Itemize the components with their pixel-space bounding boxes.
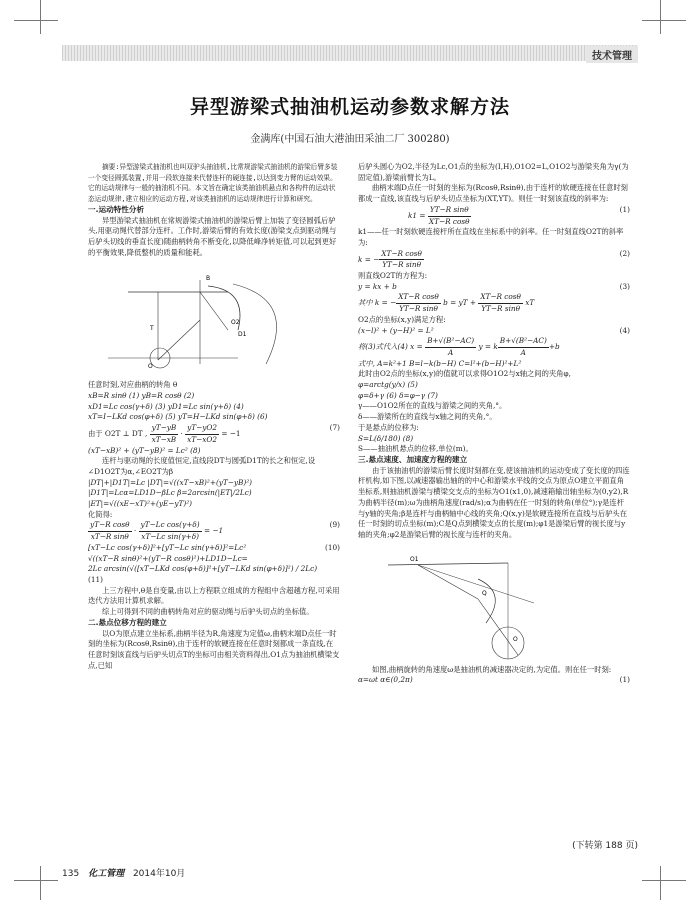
crop-mark <box>14 20 58 21</box>
crop-mark <box>642 20 686 21</box>
paragraph: 如图,曲柄旋转的角速度ω是抽油机的减速器决定的,为定值。则在任一时刻: <box>372 664 612 674</box>
fraction: $\frac{\text{B+√(B²−AC)}}{A}$ <box>427 336 475 357</box>
paragraph: 此时由O2点的坐标(x,y)的值就可以求得O1O2与x轴之间的夹角φ, <box>358 369 571 379</box>
paragraph: 连杆与驱动绳的长度值恒定,直线段DT与圆弧D1T的长之和恒定,设∠D1O2T为α,∠EO2T为β <box>88 456 316 476</box>
eq-tag: (1) <box>619 675 630 685</box>
left-column <box>88 162 340 671</box>
equation-circle: (x−l)² + (y−H)² = L² (4) <box>358 325 630 335</box>
figure-label: D1 <box>238 331 247 339</box>
eq7-tag: (7) <box>329 423 340 433</box>
eq7-prefix: 由于 O2T ⊥ DT , <box>88 429 148 439</box>
figure-label: O1 <box>410 555 419 563</box>
eq-tag: (3) <box>619 281 630 291</box>
paragraph: k1——任一时刻软硬连接杆所在直线在坐标系中的斜率。任一时刻直线O2T的斜率为: <box>358 227 624 247</box>
figure-label: Q <box>482 589 487 597</box>
crop-mark <box>660 0 661 34</box>
fraction: $\frac{yT-yB}{xT-xB}$ <box>151 423 177 444</box>
paragraph: 以O为原点建立坐标系,曲柄半径为R,角速度为定值ω,曲柄末端D点任一时刻的坐标为(Rcosθ,Rsinθ),由于连杆的软硬连接在任意时刻都成一条直线,在任意时刻该直线与后驴头切点T的坐标可由相关资料得出,O1点为抽油机横梁支点,已知 <box>88 628 340 670</box>
paragraph: 综上可得到不同的曲柄转角对应的驱动绳与后驴头切点的坐标值。 <box>102 607 314 617</box>
eq9-tag: (9) <box>329 520 340 530</box>
equation-abc: 式中, A=k²+1 B=l−k(b−H) C=l²+(b−H)²+L² <box>358 358 522 368</box>
mechanism-figure-1 <box>88 260 340 378</box>
eq-tag: (4) <box>619 325 630 335</box>
equation-where: 其中 k = − $\frac{\text{XT−R cosθ}}{\text{YT−R sinθ}}$ b = yT + $\frac{\text{XT−R cosθ}}{\text{YT−R sinθ}}$ xT <box>358 292 535 314</box>
equation-5-6: xT=I−LKd cos(φ+δ) (5) yT=H−LKd sin(φ+δ) (6) <box>88 412 268 422</box>
paper-title: 异型游梁式抽油机运动参数求解方法 <box>189 96 510 118</box>
page-number: 135 <box>62 869 80 879</box>
equation-delta: φ=δ+γ (6) δ=φ−γ (7) <box>358 390 438 400</box>
figure-line <box>158 320 200 360</box>
crop-mark <box>642 880 686 881</box>
mechanism-figure-2 <box>358 543 630 663</box>
equation-k: k = − $\frac{\text{XT−R cosθ}}{\text{YT−R sinθ}}$ (2) <box>358 248 630 270</box>
equation-9: $\frac{\text{yT−R cosθ}}{\text{xT−R sinθ}}$ · $\frac{\text{yT−Lc cos(γ+δ)}}{\text{xT−Lc sin(γ+δ)}}$ = −1 (9) <box>90 520 340 542</box>
issue-date: 2014年10月 <box>132 869 186 879</box>
paragraph: 曲柄末端D点任一时刻的坐标为(Rcosθ,Rsinθ),由于连杆的软硬连接在任意时刻都成一直线,该直线与后驴头切点坐标为(XT,YT)。则任一时刻该直线的斜率为: <box>358 183 628 204</box>
continued-note: (下转第 188 页) <box>572 841 638 851</box>
equation-10b: √((xT−R sinθ)²+(yT−R cosθ)²)+LD1D−Lc= <box>88 553 248 563</box>
section-label: 技术管理 <box>586 46 638 63</box>
eq10-tag: (10) <box>325 542 340 552</box>
paragraph: 则直线O2T的方程为: <box>358 271 428 281</box>
figure-label: O <box>513 635 518 643</box>
crop-mark <box>40 0 41 34</box>
equation-10: [xT−Lc cos(γ+δ)]²+[yT−Lc sin(γ+δ)]²=Lc² (10) <box>88 542 340 552</box>
equation-arc: |D1T|=Lcα=LD1D−βLc β=2arcsin(|ET|/2Lc) <box>88 488 252 498</box>
fraction: $\frac{\text{XT−R cosθ}}{\text{YT−R sinθ}}$ <box>381 248 422 270</box>
paragraph: 由于该抽油机的游梁后臂长度时刻都在变,使该抽油机的运动变成了变长度的四连杆机构,如下图,以减速器输出轴的的中心和游梁水平线的交点为原点O建立平面直角坐标系,则抽油机游梁与横梁交支点的坐标为O1(x1,0),减速箱输出轴坐标为(0,y2),R为曲柄半径(m);ω为曲柄角速度(rad/s);α为曲柄在任一时刻的转角(单位°);γ是连杆与y轴的夹角;β是连杆与曲柄轴中心线的夹角;Q(x,y)是软硬连接所在直线与后驴头在任一时刻的切点坐标(m);C是Q点到横梁支点的长度(m);φ1是游梁后臂的视长度与y轴的夹角;φ2是游梁后臂的视长度与连杆的夹角。 <box>358 465 630 539</box>
section-heading-3: 三.悬点速度、加速度方程的建立 <box>358 454 468 464</box>
fraction: $\frac{\text{XT−R cosθ}}{\text{YT−R sinθ}}$ <box>480 292 521 314</box>
equation-phi: φ=arctg(y/x) (5) <box>358 380 418 390</box>
equation-1-2: xB=R sinθ (1) yB=R cosθ (2) <box>88 391 195 401</box>
figure-line <box>200 292 228 330</box>
crop-mark <box>14 880 58 881</box>
equation-k1: k1 = $\frac{\text{YT−R sinθ}}{\text{XT−R cosθ}}$ (1) <box>408 204 630 226</box>
equation-solution: 将(3)式代入(4) x = $\frac{\text{B+√(B²−AC)}}{A}$ y = k $\frac{\text{B+√(B²−AC)}}{A}$ +b <box>358 336 560 357</box>
definition: γ——O1O2所在的直线与游梁之间的夹角,°。 <box>358 401 507 411</box>
eq11-tag: (11) <box>88 574 103 584</box>
right-column <box>358 162 630 686</box>
definition: S——抽油机悬点的位移,单位(m)。 <box>358 444 473 454</box>
eq-tag: (2) <box>619 248 630 258</box>
equation-et: |ET|=√((xE−xT)²+(yE−yT)²) <box>88 499 193 509</box>
paragraph: 后驴头圆心为O2,半径为Lc,O1点的坐标为(I,H),O1O2=L,O1O2与游梁夹角为γ(为固定值),游梁前臂长为L。 <box>358 162 629 182</box>
equation-dt: |DT|+|D1T|=Lc |DT|=√((xT−xB)²+(yT−yB)²) <box>88 477 252 487</box>
author-line: 金满库(中国石油大港油田采油二厂 300280) <box>250 134 450 145</box>
paragraph: 于是悬点的位移为: <box>358 422 419 432</box>
fraction: $\frac{\text{yT−Lc cos(γ+δ)}}{\text{xT−Lc sin(γ+δ)}}$ <box>140 520 200 542</box>
figure-label: T <box>150 325 154 333</box>
equation-8: (xT−xB)² + (yT−yB)² = Lc² (8) <box>88 445 201 455</box>
section-heading-2: 二.悬点位移方程的建立 <box>88 617 167 627</box>
figure-line <box>418 565 534 603</box>
equation-3-4: xD1=Lc cos(γ+δ) (3) yD1=Lc sin(γ+δ) (4) <box>88 401 244 411</box>
equation-s: S=L(δ/180) (8) <box>358 433 414 443</box>
paragraph: 异型游梁式抽油机在常规游梁式抽油机的游梁后臂上加装了变径圆弧后驴头,用驱动绳代替部分连杆。工作时,游梁后臂的有效长度(游梁支点到驱动绳与后驴头切线的垂直长度)随曲柄转角不断变化,以降低峰净转矩值,可以起到更好的平衡效果,降低整机的质量和能耗。 <box>88 215 337 257</box>
equation-11: 2Lc arcsin(√([xT−LKd cos(φ+δ)]²+[yT−LKd sin(φ+δ)]²) / 2Lc) <box>88 564 318 574</box>
eq-tag: (1) <box>619 204 630 214</box>
figure-line <box>418 565 478 599</box>
fraction: $\frac{\text{YT−R sinθ}}{\text{XT−R cosθ}}$ <box>428 204 470 226</box>
equation-line: y = kx + b (3) <box>358 281 630 291</box>
figure-label: O2 <box>231 319 240 327</box>
fraction: $\frac{\text{B+√(B²−AC)}}{A}$ <box>499 336 547 357</box>
paragraph: 任意时刻,对应曲柄的转角 θ <box>88 380 178 390</box>
figure-label: O <box>148 363 153 371</box>
figure-line <box>388 563 508 565</box>
paragraph: O2点的坐标(x,y)满足方程: <box>358 314 446 324</box>
fraction: $\frac{\text{XT−R cosθ}}{\text{YT−R sinθ}}$ <box>398 292 439 314</box>
crop-mark <box>40 866 41 900</box>
crop-mark <box>660 866 661 900</box>
paragraph: 化简得: <box>88 509 113 519</box>
equation-alpha: α=ωt α∈(0,2π) (1) <box>358 675 630 685</box>
figure-label: B <box>206 275 211 283</box>
page-footer <box>62 866 185 879</box>
fraction: $\frac{yT-yO2}{xT-xO2}$ <box>187 423 218 444</box>
paragraph: 上三方程中,θ是自变量,由以上方程联立组成的方程组中含超越方程,可采用迭代方法用计算机求解。 <box>88 585 340 606</box>
section-header-bar <box>62 45 638 61</box>
journal-name: 化工管理 <box>88 869 125 879</box>
figure-line <box>478 599 518 655</box>
fraction: $\frac{\text{yT−R cosθ}}{\text{xT−R sinθ}}$ <box>90 520 130 542</box>
definition: δ——游梁所在的直线与x轴之间的夹角,°。 <box>358 412 497 422</box>
abstract: 摘要:异型游梁式抽油机也叫双驴头抽油机,比常规游梁式抽油机的游梁后臂多装一个变径圆弧装置,并用一段软连接来代替连杆的硬连接,以达到变力臂的运动效果。它的运动规律与一般的抽油机不同。本文旨在确定该类抽油机悬点和各构件的运动状态运动规律,建立相应的运动方程,对该类抽油机的运动规律进行计算和研究。 <box>88 163 338 204</box>
section-heading-1: 一.运动特性分析 <box>88 204 145 214</box>
equation-7: 由于 O2T ⊥ DT , $\frac{yT-yB}{xT-xB}$ · $\frac{yT-yO2}{xT-xO2}$ = −1 (7) <box>88 423 340 444</box>
